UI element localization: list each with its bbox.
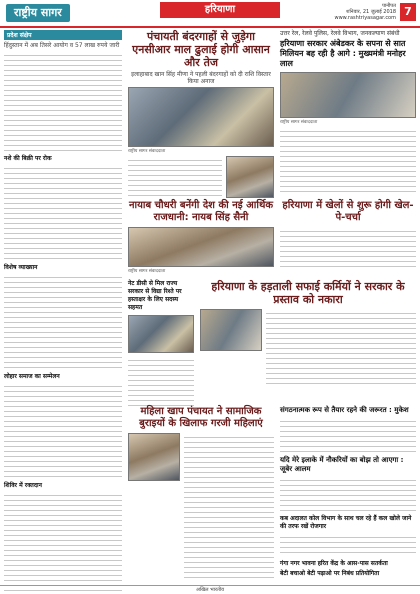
story7-text	[280, 476, 416, 512]
headline-band	[128, 200, 416, 274]
briefs-column	[4, 30, 122, 586]
story4-text	[266, 309, 416, 385]
newspaper-brand: राष्ट्रीय सागर	[6, 4, 70, 22]
lead-subheadline: इलाहाबाद खान सिंह मीणा ने पहली बंदरगाहों को दी राशि विस्तार किया अनाज	[131, 71, 271, 85]
brief-heading-4: शिविर में रक्तदान	[4, 482, 42, 489]
story4-block	[128, 280, 416, 400]
lead-story	[128, 30, 274, 222]
brief-text	[4, 51, 122, 151]
brief-heading-1: नशे की बिक्री पर रोक	[4, 155, 52, 162]
right-lead-text	[280, 127, 416, 193]
story2-photo	[128, 227, 274, 267]
story8-headline: कब अदालत कोल विभाग के साथ चल रहे हैं कल खोले जाने की तरफ रखें रोजगार	[280, 515, 412, 530]
story7-headline: यदि मेरे इलाके में नौकरियों का बोझ तो आएगा : जूबेर आलम	[280, 456, 404, 473]
mid-headline: नेट डीसी से मिल राज्य सरकार से विद्या रिश्ते पर हस्ताक्षर के लिए सदस्य सहमत	[128, 280, 182, 311]
right-lead-caption: राष्ट्रीय सागर संवाददाता	[280, 120, 318, 125]
story4-photo	[200, 309, 262, 351]
story3-text	[280, 227, 416, 271]
brief-text	[4, 491, 122, 593]
right-lead-kicker: उत्तर रेल, रेलवे पुलिस, रेलवे विभाग, जनकल्याण संबंधी	[280, 30, 400, 37]
page-number: 7	[400, 3, 416, 21]
lead-photo	[128, 87, 274, 147]
right-lead-headline: हरियाणा सरकार अंबेडकर के सपना से सात मिलियन बह रही है आगे : मुख्यमंत्री मनोहर लाल	[280, 39, 406, 68]
story8-text	[280, 533, 416, 557]
edition-date: शनिवार, 21 जुलाई 2018	[346, 9, 396, 15]
story2-headline: नायाब चौधरी बनेंगी देश की नई आर्थिक राजधानी: नायब सिंह सैनी	[128, 200, 274, 223]
right-lead-story	[280, 30, 416, 193]
story4-headline: हरियाणा के हड़ताली सफाई कर्मियों ने सरकार के प्रस्ताव को नकारा	[211, 280, 405, 306]
lead-headline: पंचायती बंदरगाहों से जुड़ेगा एनसीआर माल ढुलाई होगी आसान और तेज	[132, 30, 270, 69]
brief-heading-3: लोहार समाज का सम्मेलन	[4, 373, 60, 380]
brief-heading-2: विशेष व्याख्यान	[4, 264, 38, 271]
brief-text	[4, 273, 122, 369]
section-title: हरियाणा	[160, 2, 280, 18]
briefs-subhead: हिंदुस्तान में अब तिसरे आयोग व 57 लाख रुपये जारी	[4, 42, 120, 49]
page-footer: अखिल भारतीय	[0, 585, 420, 594]
edition-city: पानीपत	[382, 3, 396, 9]
story6-headline: संगठनात्मक रूप से तैयार रहने की जरूरत : मुकेश	[280, 406, 409, 414]
story5-headline: महिला खाप पंचायत ने सामाजिक बुराइयों के खिलाफ गरजी महिलाएं	[139, 406, 263, 429]
story2-caption: राष्ट्रीय सागर संवाददाता	[128, 269, 166, 274]
mid-photo	[128, 315, 194, 353]
briefs-title: प्रदेश संक्षेप	[4, 30, 122, 40]
story5-text	[184, 433, 274, 581]
lead-inset-photo	[226, 156, 274, 198]
lead-photo-caption: राष्ट्रीय सागर संवाददाता	[128, 149, 166, 154]
story9-headline: गंगा नगर भावना हरित केंद्र के आस-पास सतर्कता	[280, 560, 388, 567]
story10-headline: बेटी बचाओ बेटी पढ़ाओ पर निबंध प्रतियोगिता	[280, 570, 380, 577]
right-lead-photo	[280, 72, 416, 118]
brief-text	[4, 164, 122, 260]
story5-photo	[128, 433, 180, 481]
masthead	[0, 0, 420, 28]
story3-headline: हरियाणा में खेलों से शुरू होगी खेल-पे-चर्चा	[282, 200, 414, 223]
brief-text	[4, 382, 122, 478]
edition-website: www.rashtriyasagar.com	[334, 15, 396, 21]
edition-meta	[335, 3, 397, 21]
lower-section	[128, 406, 416, 586]
story6-text	[280, 417, 416, 453]
